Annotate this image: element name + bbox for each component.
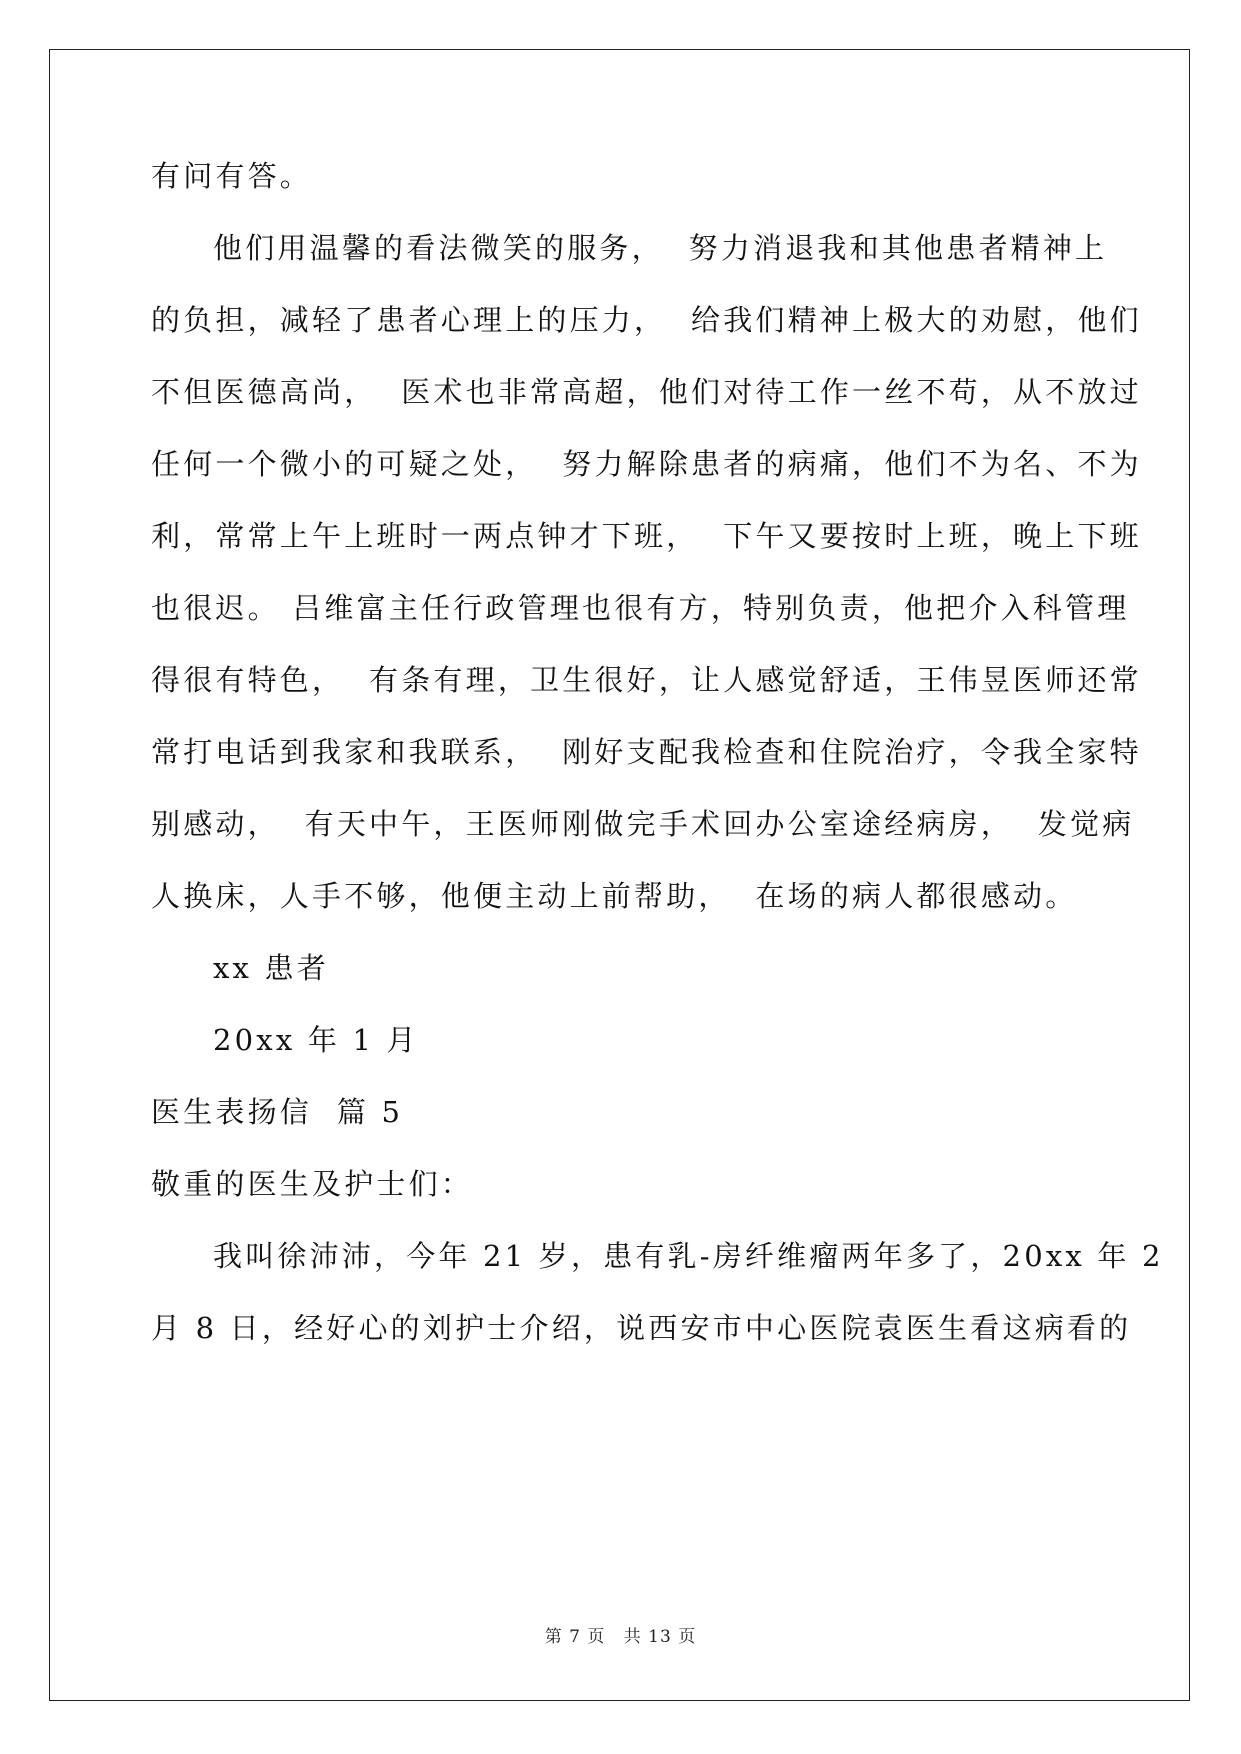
date-line: 20xx 年 1 月: [213, 1023, 419, 1057]
text-line: 利，常常上午上班时一两点钟才下班， 下午又要按时上班，晚上下班: [151, 519, 1142, 553]
text-line: 别感动， 有天中午，王医师刚做完手术回办公室途经病房， 发觉病: [151, 807, 1135, 841]
page-total: 共 13 页: [623, 1627, 697, 1647]
page-border: [49, 49, 1190, 1701]
page-number: 第 7 页: [544, 1627, 606, 1647]
page-footer: [0, 1622, 1241, 1647]
text-line: 我叫徐沛沛，今年 21 岁，患有乳-房纤维瘤两年多了，20xx 年 2: [213, 1239, 1164, 1273]
text-line: 有问有答。: [151, 159, 313, 193]
text-line: 也很迟。 吕维富主任行政管理也很有方，特别负责，他把介入科管理: [151, 591, 1130, 625]
signature-line: xx 患者: [213, 951, 329, 985]
text-line: 他们用温馨的看法微笑的服务， 努力消退我和其他患者精神上: [213, 231, 1108, 265]
text-line: 常打电话到我家和我联系， 刚好支配我检查和住院治疗，令我全家特: [151, 735, 1142, 769]
text-line: 月 8 日，经好心的刘护士介绍，说西安市中心医院袁医生看这病看的: [151, 1311, 1132, 1345]
salutation-line: 敬重的医生及护士们：: [151, 1167, 474, 1201]
text-line: 任何一个微小的可疑之处， 努力解除患者的病痛，他们不为名、不为: [151, 447, 1142, 481]
text-line: 得很有特色， 有条有理，卫生很好，让人感觉舒适，王伟昱医师还常: [151, 663, 1142, 697]
text-line: 人换床，人手不够，他便主动上前帮助， 在场的病人都很感动。: [151, 879, 1078, 913]
section-heading: 医生表扬信 篇 5: [151, 1095, 404, 1129]
text-line: 不但医德高尚， 医术也非常高超，他们对待工作一丝不苟，从不放过: [151, 375, 1142, 409]
text-line: 的负担，减轻了患者心理上的压力， 给我们精神上极大的劝慰，他们: [151, 303, 1142, 337]
